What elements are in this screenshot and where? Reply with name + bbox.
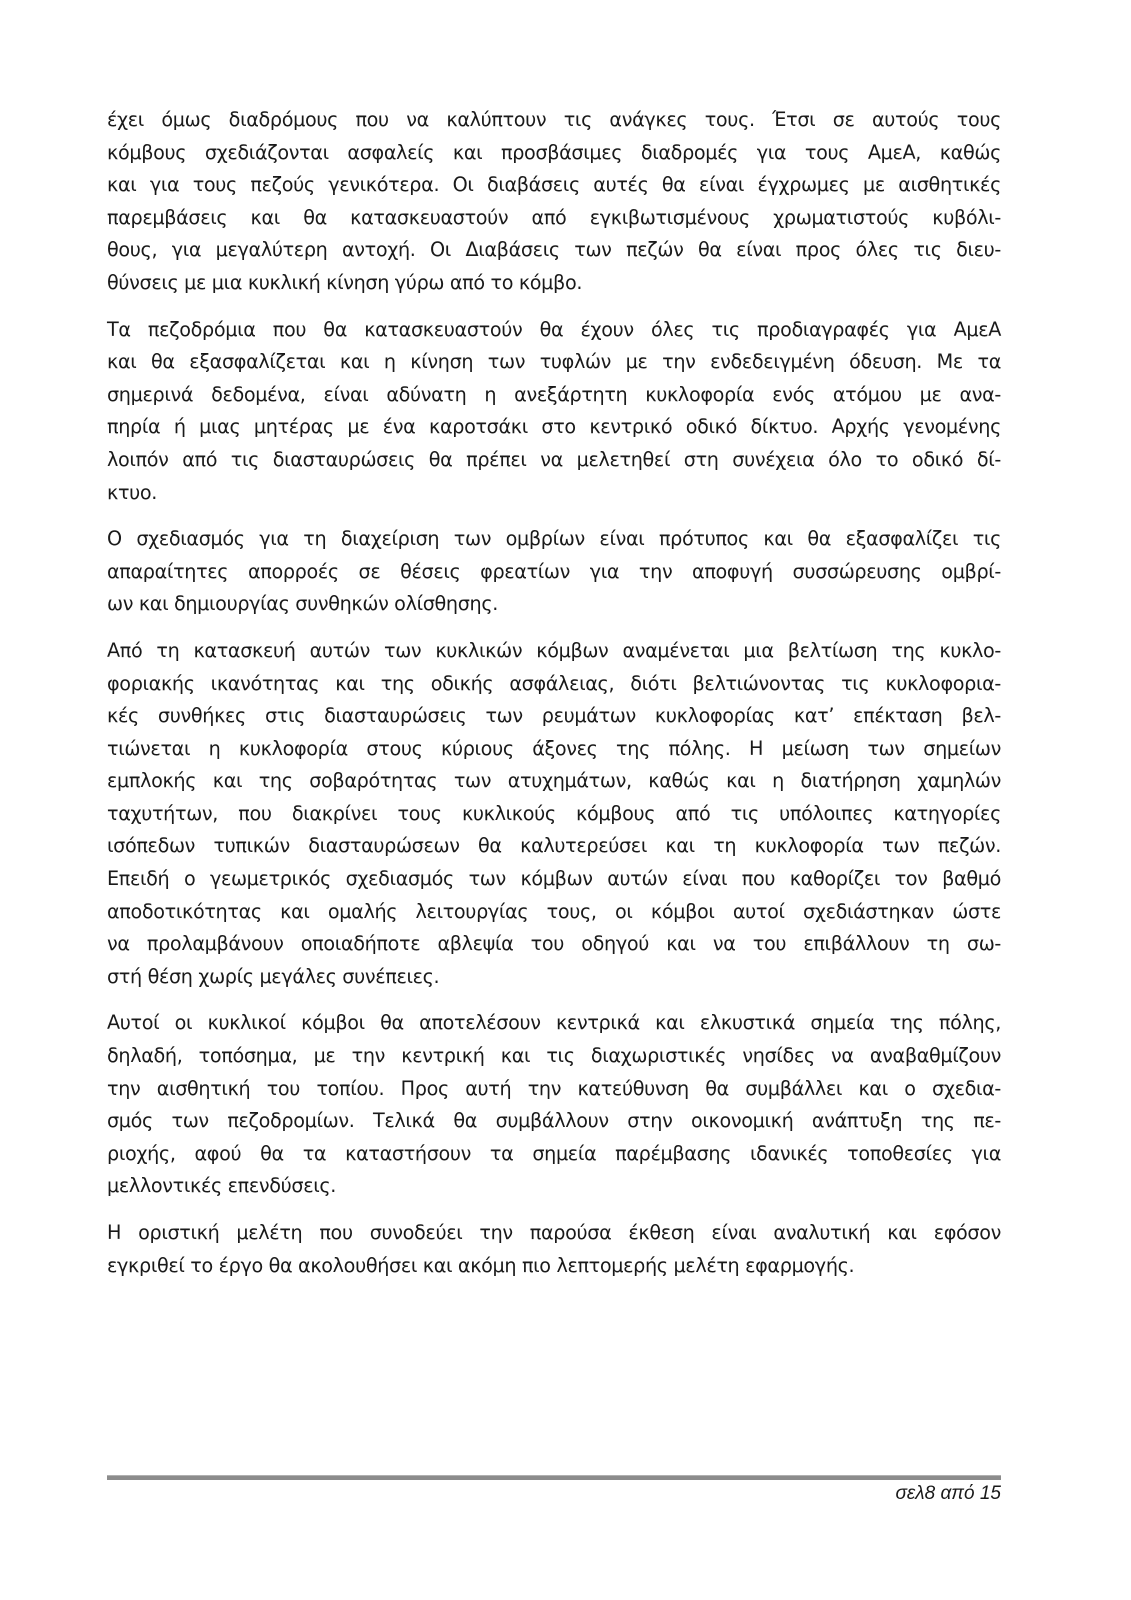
text-line: αποδοτικότητας και ομαλής λειτουργίας τους, οι κόμβοι αυτοί σχεδιάστηκαν ώστε: [107, 899, 1001, 923]
paragraph: [107, 314, 1001, 510]
text-line: Επειδή ο γεωμετρικός σχεδιασμός των κόμβων αυτών είναι που καθορίζει τον βαθμό: [107, 867, 1001, 891]
text-line: φοριακής ικανότητας και της οδικής ασφάλειας, διότι βελτιώνοντας τις κυκλοφορια-: [107, 671, 1001, 695]
text-line: θους, για μεγαλύτερη αντοχή. Οι Διαβάσεις των πεζών θα είναι προς όλες τις διευ-: [107, 238, 1001, 262]
text-line: ων και δημιουργίας συνθηκών ολίσθησης.: [107, 592, 499, 616]
text-line: κές συνθήκες στις διασταυρώσεις των ρευμάτων κυκλοφορίας κατ’ επέκταση βελ-: [107, 704, 1001, 728]
text-line: Τα πεζοδρόμια που θα κατασκευαστούν θα έχουν όλες τις προδιαγραφές για ΑμεΑ: [107, 317, 1001, 341]
text-line: εγκριθεί το έργο θα ακολουθήσει και ακόμη πιο λεπτομερής μελέτη εφαρμογής.: [107, 1253, 855, 1277]
text-line: κτυο.: [107, 480, 158, 504]
text-line: έχει όμως διαδρόμους που να καλύπτουν τις ανάγκες τους. Έτσι σε αυτούς τους: [107, 108, 1001, 131]
paragraph: [107, 635, 1001, 994]
text-line: στή θέση χωρίς μεγάλες συνέπειες.: [107, 964, 440, 988]
text-line: πηρία ή μιας μητέρας με ένα καροτσάκι στο κεντρικό οδικό δίκτυο. Αρχής γενομένης: [107, 415, 1001, 439]
text-line: παρεμβάσεις και θα κατασκευαστούν από εγκιβωτισμένους χρωματιστούς κυβόλι-: [107, 205, 1001, 229]
paragraph: [107, 1217, 1001, 1282]
text-line: Αυτοί οι κυκλικοί κόμβοι θα αποτελέσουν κεντρικά και ελκυστικά σημεία της πόλης,: [107, 1011, 1001, 1035]
text-line: δηλαδή, τοπόσημα, με την κεντρική και τις διαχωριστικές νησίδες να αναβαθμίζουν: [107, 1044, 1001, 1068]
text-line: κόμβους σχεδιάζονται ασφαλείς και προσβάσιμες διαδρομές για τους ΑμεΑ, καθώς: [107, 140, 1001, 164]
paragraph: [107, 523, 1001, 621]
text-line: απαραίτητες απορροές σε θέσεις φρεατίων για την αποφυγή συσσώρευσης ομβρί-: [107, 559, 1001, 583]
paragraph: [107, 104, 1001, 300]
body-text: [107, 104, 1001, 1296]
text-line: ριοχής, αφού θα τα καταστήσουν τα σημεία παρέμβασης ιδανικές τοποθεσίες για: [107, 1141, 1001, 1165]
text-line: Η οριστική μελέτη που συνοδεύει την παρούσα έκθεση είναι αναλυτική και εφόσον: [107, 1221, 1001, 1244]
text-line: και για τους πεζούς γενικότερα. Οι διαβάσεις αυτές θα είναι έγχρωμες με αισθητικές: [107, 173, 1001, 197]
text-line: ισόπεδων τυπικών διασταυρώσεων θα καλυτερεύσει και τη κυκλοφορία των πεζών.: [107, 834, 1001, 858]
text-line: θύνσεις με μια κυκλική κίνηση γύρω από το κόμβο.: [107, 270, 583, 294]
text-line: ταχυτήτων, που διακρίνει τους κυκλικούς κόμβους από τις υπόλοιπες κατηγορίες: [107, 801, 1001, 825]
text-line: εμπλοκής και της σοβαρότητας των ατυχημάτων, καθώς και η διατήρηση χαμηλών: [107, 769, 1001, 793]
text-line: να προλαμβάνουν οποιαδήποτε αβλεψία του οδηγού και να του επιβάλλουν τη σω-: [107, 932, 1001, 956]
text-line: τιώνεται η κυκλοφορία στους κύριους άξονες της πόλης. Η μείωση των σημείων: [107, 736, 1001, 760]
text-line: Από τη κατασκευή αυτών των κυκλικών κόμβων αναμένεται μια βελτίωση της κυκλο-: [107, 638, 1001, 662]
footer-divider: [107, 1475, 1001, 1480]
paragraph: [107, 1007, 1001, 1203]
text-line: Ο σχεδιασμός για τη διαχείριση των ομβρίων είναι πρότυπος και θα εξασφαλίζει τις: [107, 527, 1001, 551]
text-line: την αισθητική του τοπίου. Προς αυτή την κατεύθυνση θα συμβάλλει και ο σχεδια-: [107, 1076, 1001, 1100]
text-line: και θα εξασφαλίζεται και η κίνηση των τυφλών με την ενδεδειγμένη όδευση. Με τα: [107, 350, 1001, 374]
text-line: μελλοντικές επενδύσεις.: [107, 1174, 337, 1198]
text-line: σμός των πεζοδρομίων. Τελικά θα συμβάλλουν στην οικονομική ανάπτυξη της πε-: [107, 1109, 1001, 1133]
text-line: λοιπόν από τις διασταυρώσεις θα πρέπει να μελετηθεί στη συνέχεια όλο το οδικό δί-: [107, 447, 1001, 471]
page-number: σελ8 από 15: [895, 1483, 1001, 1504]
text-line: σημερινά δεδομένα, είναι αδύνατη η ανεξάρτητη κυκλοφορία ενός ατόμου με ανα-: [107, 382, 1001, 406]
